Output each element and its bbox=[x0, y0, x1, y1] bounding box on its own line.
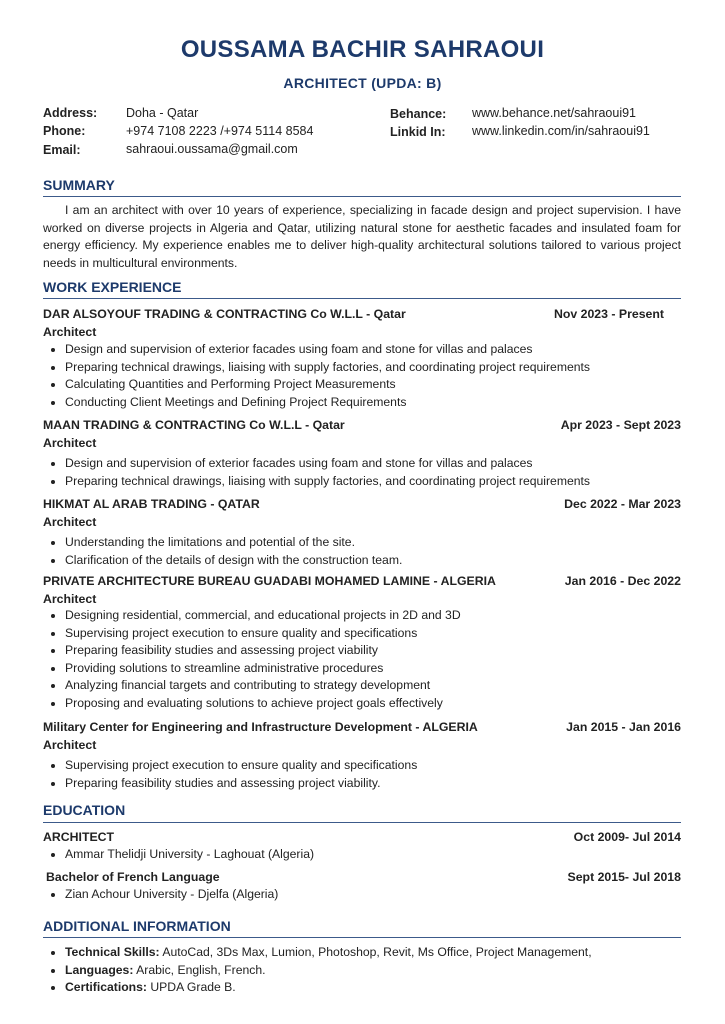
experience-divider bbox=[43, 298, 681, 299]
job-role: Architect bbox=[43, 325, 97, 339]
certifications-label: Certifications: bbox=[65, 980, 147, 994]
list-item: Conducting Client Meetings and Defining Project Requirements bbox=[43, 394, 681, 412]
job-dates: Jan 2015 - Jan 2016 bbox=[566, 720, 681, 734]
address-label: Address: bbox=[43, 106, 98, 120]
linkedin-link[interactable]: www.linkedin.com/in/sahraoui91 bbox=[472, 124, 650, 138]
list-item: Understanding the limitations and potential of the site. bbox=[43, 534, 681, 552]
candidate-name: OUSSAMA BACHIR SAHRAOUI bbox=[180, 36, 545, 63]
education-dates: Oct 2009- Jul 2014 bbox=[573, 830, 681, 844]
phone-label: Phone: bbox=[43, 124, 86, 138]
job-role: Architect bbox=[43, 592, 97, 606]
job-company: PRIVATE ARCHITECTURE BUREAU GUADABI MOHAMED LAMINE - ALGERIA bbox=[43, 574, 496, 588]
list-item bbox=[43, 944, 681, 962]
job-company: DAR ALSOYOUF TRADING & CONTRACTING Co W.L.L - Qatar bbox=[43, 307, 406, 321]
job-bullets bbox=[43, 341, 681, 411]
list-item: Proposing and evaluating solutions to achieve project goals effectively bbox=[43, 695, 681, 713]
education-degree: ARCHITECT bbox=[43, 830, 115, 844]
list-item: Preparing feasibility studies and assessing project viability. bbox=[43, 775, 681, 793]
job-role: Architect bbox=[43, 738, 97, 752]
email-label: Email: bbox=[43, 143, 81, 157]
list-item: Supervising project execution to ensure quality and specifications bbox=[43, 625, 681, 643]
experience-heading: WORK EXPERIENCE bbox=[43, 279, 182, 295]
behance-link[interactable]: www.behance.net/sahraoui91 bbox=[472, 106, 637, 120]
list-item bbox=[43, 962, 681, 980]
job-role: Architect bbox=[43, 436, 97, 450]
job-dates: Dec 2022 - Mar 2023 bbox=[564, 497, 681, 511]
job-bullets bbox=[43, 607, 681, 712]
list-item: Analyzing financial targets and contributing to strategy development bbox=[43, 677, 681, 695]
job-dates: Nov 2023 - Present bbox=[553, 307, 664, 321]
list-item: Design and supervision of exterior facades using foam and stone for villas and palaces bbox=[43, 341, 681, 359]
job-dates: Jan 2016 - Dec 2022 bbox=[564, 574, 681, 588]
skills-label: Technical Skills: bbox=[65, 945, 160, 959]
education-details bbox=[43, 886, 681, 904]
behance-label: Behance: bbox=[390, 107, 447, 121]
list-item: Preparing feasibility studies and assessing project viability bbox=[43, 642, 681, 660]
list-item: Providing solutions to streamline administrative procedures bbox=[43, 660, 681, 678]
list-item: Preparing technical drawings, liaising with supply factories, and coordinating project requirements bbox=[43, 359, 681, 377]
job-role: Architect bbox=[43, 515, 97, 529]
education-divider bbox=[43, 822, 681, 823]
list-item: Clarification of the details of design with the construction team. bbox=[43, 552, 681, 570]
job-bullets bbox=[43, 757, 681, 792]
job-bullets bbox=[43, 455, 681, 490]
list-item: Calculating Quantities and Performing Project Measurements bbox=[43, 376, 681, 394]
list-item: Designing residential, commercial, and educational projects in 2D and 3D bbox=[43, 607, 681, 625]
languages-label: Languages: bbox=[65, 962, 134, 977]
languages-value: Arabic, English, French. bbox=[136, 962, 266, 977]
education-details bbox=[43, 846, 681, 864]
additional-list bbox=[43, 944, 681, 997]
list-item: Zian Achour University - Djelfa (Algeria) bbox=[43, 886, 681, 904]
summary-text: I am an architect with over 10 years of experience, specializing in facade design and project supervision. I have worked on diverse projects in Algeria and Qatar, utilizing natural stone for aesthetic facades and insulated foam for energy efficiency. My experience enables me to deliver high-quality architectural solutions tailored to various project needs in multicultural environments. bbox=[43, 203, 681, 270]
address-value: Doha - Qatar bbox=[126, 106, 199, 120]
list-item: Supervising project execution to ensure quality and specifications bbox=[43, 757, 681, 775]
skills-value: AutoCad, 3Ds Max, Lumion, Photoshop, Revit, Ms Office, Project Management, bbox=[162, 945, 592, 959]
candidate-title: ARCHITECT (UPDA: B) bbox=[283, 75, 442, 91]
job-dates: Apr 2023 - Sept 2023 bbox=[560, 418, 681, 432]
education-dates: Sept 2015- Jul 2018 bbox=[567, 870, 681, 884]
phone-value: +974 7108 2223 /+974 5114 8584 bbox=[126, 124, 314, 138]
education-heading: EDUCATION bbox=[43, 802, 126, 818]
job-company: HIKMAT AL ARAB TRADING - QATAR bbox=[43, 497, 260, 511]
list-item: Preparing technical drawings, liaising with supply factories, and coordinating project requirements bbox=[43, 473, 681, 491]
job-company: Military Center for Engineering and Infrastructure Development - ALGERIA bbox=[43, 720, 478, 734]
additional-divider bbox=[43, 937, 681, 938]
education-degree: Bachelor of French Language bbox=[46, 870, 220, 884]
list-item bbox=[43, 979, 681, 997]
list-item: Design and supervision of exterior facades using foam and stone for villas and palaces bbox=[43, 455, 681, 473]
summary-heading: SUMMARY bbox=[43, 177, 115, 193]
additional-heading: ADDITIONAL INFORMATION bbox=[43, 918, 231, 934]
job-company: MAAN TRADING & CONTRACTING Co W.L.L - Qatar bbox=[43, 418, 345, 432]
email-value[interactable]: sahraoui.oussama@gmail.com bbox=[126, 142, 298, 156]
job-bullets bbox=[43, 534, 681, 569]
certifications-value: UPDA Grade B. bbox=[150, 980, 236, 994]
summary-divider bbox=[43, 196, 681, 197]
linkedin-label: Linkid In: bbox=[390, 125, 446, 139]
list-item: Ammar Thelidji University - Laghouat (Algeria) bbox=[43, 846, 681, 864]
